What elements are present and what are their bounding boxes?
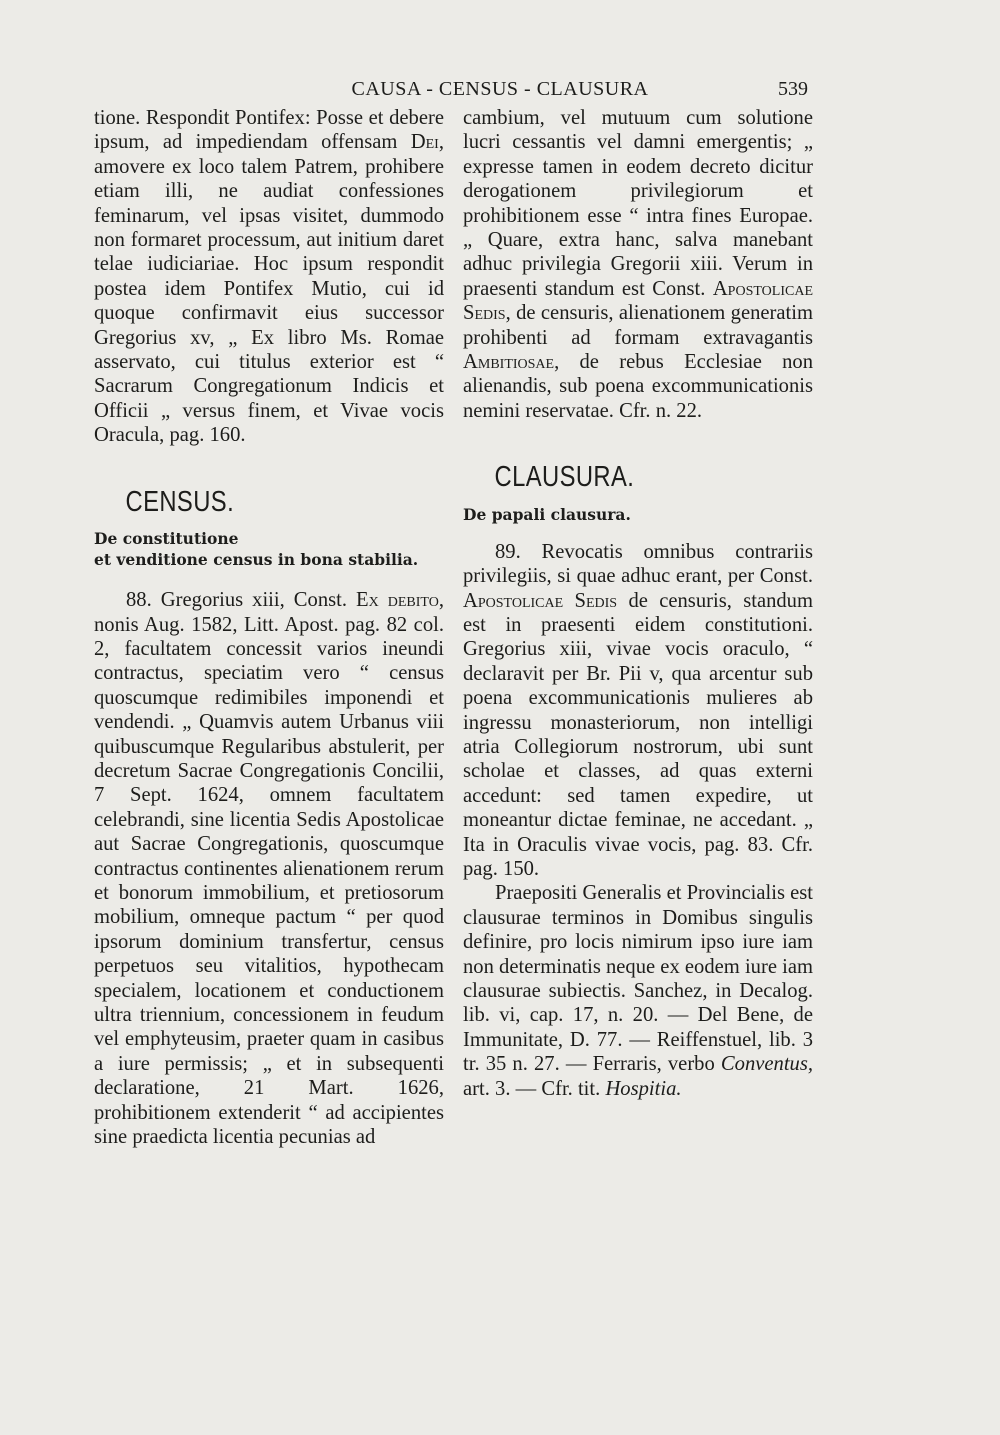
- subsection-title-right: De papali clausura.: [463, 504, 631, 524]
- right-column: [463, 106, 813, 1101]
- paragraph-89: 89. Revocatis omnibus contrariis privilegiis, si quae adhuc erant, per Const. Apostolicae Sedis de censuris, standum est in praesenti eidem constitutioni. Gregorius xiii, vivae vocis oraculo, “ declaravit per Br. Pii v, qua arcentur sub poena excommunicationis mulieres ab ingressu monasteriorum, non intelligi atria Collegiorum nostrorum, ubi sunt scholae et classes, ad quas externi accedunt: sed tamen expedire, ut moneantur dictae feminae, ne accedant. „ Ita in Oraculis vivae vocis, pag. 83. Cfr. pag. 150.: [463, 540, 813, 880]
- left-column: [94, 106, 444, 1149]
- page-number: 539: [778, 78, 808, 100]
- continued-paragraph-right: cambium, vel mutuum cum solutione lucri cessantis vel damni emergentis; „ expresse tamen in eodem decreto dicitur derogationem privilegiorum et prohibitionem esse “ intra fines Europae. „ Quare, extra hanc, salva manebant adhuc privilegia Gregorii xiii. Verum in praesenti standum est Const. Apostolicae Sedis, de censuris, alienationem generatim prohibenti ad formam extravagantis Ambitiosae, de rebus Ecclesiae non alienandis, sub poena excommunicationis nemini reservatae. Cfr. n. 22.: [463, 107, 813, 422]
- section-title-clausura: CLAUSURA.: [494, 461, 635, 494]
- paragraph-praepositi: Praepositi Generalis et Provincialis est clausurae terminos in Domibus singulis definire, pro locis nimirum ipso iure iam non determinatis neque ex eodem iure iam clausurae subiectis. Sanchez, in Decalog. lib. vi, cap. 17, n. 20. — Del Bene, de Immunitate, D. 77. — Reiffenstuel, lib. 3 tr. 35 n. 27. — Ferraris, verbo Conventus, art. 3. — Cfr. tit. Hospitia.: [463, 882, 813, 1100]
- section-title-census: CENSUS.: [125, 485, 235, 518]
- paragraph-88: 88. Gregorius xiii, Const. Ex debito, nonis Aug. 1582, Litt. Apost. pag. 82 col. 2, facultatem concessit varios ineundi contractus, speciatim vero “ census quoscumque redimibiles imponendi et vendendi. „ Quamvis autem Urbanus viii quibuscumque Regularibus abstulerit, per decretum Sacrae Congregationis Concilii, 7 Sept. 1624, omnem facultatem celebrandi, sine licentia Sedis Apostolicae aut Sacrae Congregationis, quoscumque contractus continentes alienationem rerum et bonorum immobilium, et pretiosorum mobilium, omneque pactum “ per quod ipsorum dominium transfertur, census perpetuos seu vitalitios, hypothecam specialem, locationem et conductionem ultra triennium, concessionem in feudum vel emphyteusim, praeter quam in casibus a iure permissis; „ et in subsequenti declaratione, 21 Mart. 1626, prohibitionem extenderit “ ad accipientes sine praedicta licentia pecunias ad: [94, 589, 444, 1149]
- subsection-title: De constitutione et venditione census in bona stabilia.: [94, 529, 419, 570]
- continued-paragraph: tione. Respondit Pontifex: Posse et debere ipsum, ad impediendam offensam Dei, amovere ex loco talem Patrem, prohibere etiam illi, ne audiat confessiones feminarum, vel ipsas visitet, dummodo non formaret processum, aut initium daret telae iudiciariae. Hoc ipsum respondit postea idem Pontifex Mutio, cui id quoque confirmavit eius successor Gregorius xv, „ Ex libro Ms. Romae asservato, cui titulus exterior est “ Sacrarum Congregationum Indicis et Officii „ versus finem, et Vivae vocis Oracula, pag. 160.: [94, 107, 444, 447]
- running-title: CAUSA - CENSUS - CLAUSURA: [351, 78, 649, 100]
- running-head: [0, 76, 1000, 106]
